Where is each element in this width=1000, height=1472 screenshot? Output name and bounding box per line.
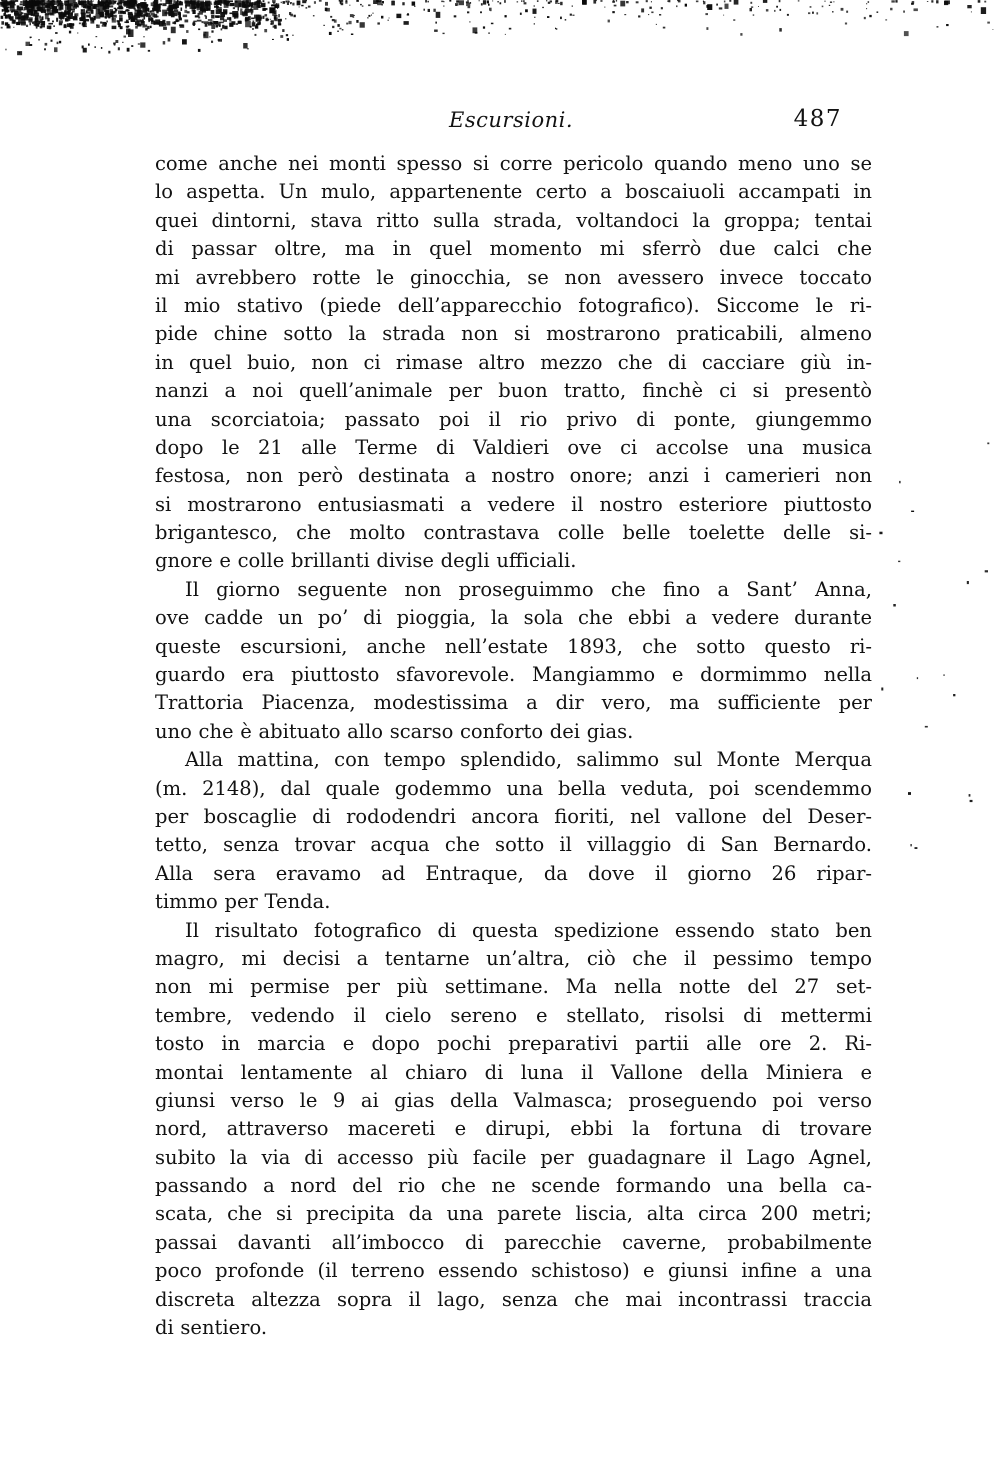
text-line: Trattoria Piacenza, modestissima a dir vero, ma sufficiente per (155, 691, 872, 715)
text-line: di passar oltre, ma in quel momento mi sferrò due calci che (155, 237, 872, 261)
text-line: pide chine sotto la strada non si mostrarono praticabili, almeno (155, 322, 872, 346)
text-line: scata, che si precipita da una parete liscia, alta circa 200 metri; (155, 1202, 872, 1226)
text-line: Il giorno seguente non proseguimmo che fino a Sant’ Anna, (185, 577, 872, 601)
text-line: nanzi a noi quell’animale per buon tratto, finchè ci si presentò (155, 379, 872, 403)
text-line: Alla sera eravamo ad Entraque, da dove il giorno 26 ripar- (155, 861, 872, 885)
paragraph (155, 150, 872, 576)
text-line: gnore e colle brillanti divise degli ufficiali. (155, 549, 577, 573)
text-line: quei dintorni, stava ritto sulla strada, voltandoci la groppa; tentai (155, 208, 872, 232)
text-line: di sentiero. (155, 1316, 268, 1340)
text-line: lo aspetta. Un mulo, appartenente certo a boscaiuoli accampati in (155, 180, 872, 204)
text-line: festosa, non però destinata a nostro onore; anzi i camerieri non (155, 464, 872, 488)
text-line: per boscaglie di rododendri ancora fioriti, nel vallone del Deser- (155, 804, 872, 828)
text-line: non mi permise per più settimane. Ma nella notte del 27 set- (155, 975, 872, 999)
text-line: guardo era piuttosto sfavorevole. Mangiammo e dormimmo nella (155, 663, 872, 687)
text-line: si mostrarono entusiasmati a vedere il nostro esteriore piuttosto (155, 492, 872, 516)
text-line: in quel buio, non ci rimase altro mezzo che di cacciare giù in- (155, 350, 872, 374)
text-line: ove cadde un po’ di pioggia, la sola che ebbi a vedere durante (155, 606, 872, 630)
text-line: discreta altezza sopra il lago, senza che mai incontrassi traccia (155, 1287, 872, 1311)
text-line: una scorciatoia; passato poi il rio privo di ponte, giungemmo (155, 407, 872, 431)
text-line: tembre, vedendo il cielo sereno e stellato, risolsi di mettermi (155, 1003, 872, 1027)
page-body (155, 150, 872, 1342)
text-line: magro, mi decisi a tentarne un’altra, ciò che il pessimo tempo (155, 946, 872, 970)
text-line: (m. 2148), dal quale godemmo una bella veduta, poi scendemmo (155, 776, 872, 800)
paragraph (155, 917, 872, 1343)
text-line: subito la via di accesso più facile per guadagnare il Lago Agnel, (155, 1145, 872, 1169)
text-line: timmo per Tenda. (155, 890, 331, 914)
text-line: giunsi verso le 9 ai gias della Valmasca; proseguendo poi verso (155, 1088, 872, 1112)
text-line: passando a nord del rio che ne scende formando una bella ca- (155, 1174, 872, 1198)
text-line: Il risultato fotografico di questa spedizione essendo stato ben (185, 918, 872, 942)
text-line: tosto in marcia e dopo pochi preparativi partii alle ore 2. Ri- (155, 1032, 872, 1056)
text-line: queste escursioni, anche nell’estate 1893, che sotto questo ri- (155, 634, 872, 658)
text-line: passai davanti all’imbocco di parecchie caverne, probabilmente (155, 1230, 872, 1254)
page-header-title: Escursioni. (449, 108, 574, 132)
text-line: tetto, senza trovar acqua che sotto il villaggio di San Bernardo. (155, 833, 872, 857)
text-line: uno che è abituato allo scarso conforto dei gias. (155, 719, 634, 743)
text-line: montai lentamente al chiaro di luna il Vallone della Miniera e (155, 1060, 872, 1084)
text-line: poco profonde (il terreno essendo schistoso) e giunsi infine a una (155, 1259, 872, 1283)
paragraph (155, 746, 872, 916)
text-line: come anche nei monti spesso si corre pericolo quando meno uno se (155, 152, 872, 175)
text-line: mi avrebbero rotte le ginocchia, se non avessero invece toccato (155, 265, 872, 289)
text-line: brigantesco, che molto contrastava colle belle toelette delle si- (155, 521, 872, 545)
running-header (155, 106, 872, 138)
text-line: dopo le 21 alle Terme di Valdieri ove ci accolse una musica (155, 435, 872, 459)
paragraph (155, 576, 872, 746)
page-number: 487 (793, 106, 842, 132)
text-line: il mio stativo (piede dell’apparecchio fotografico). Siccome le ri- (155, 293, 872, 317)
text-line: Alla mattina, con tempo splendido, salimmo sul Monte Merqua (185, 748, 872, 772)
text-line: nord, attraverso macereti e dirupi, ebbi la fortuna di trovare (155, 1117, 872, 1141)
